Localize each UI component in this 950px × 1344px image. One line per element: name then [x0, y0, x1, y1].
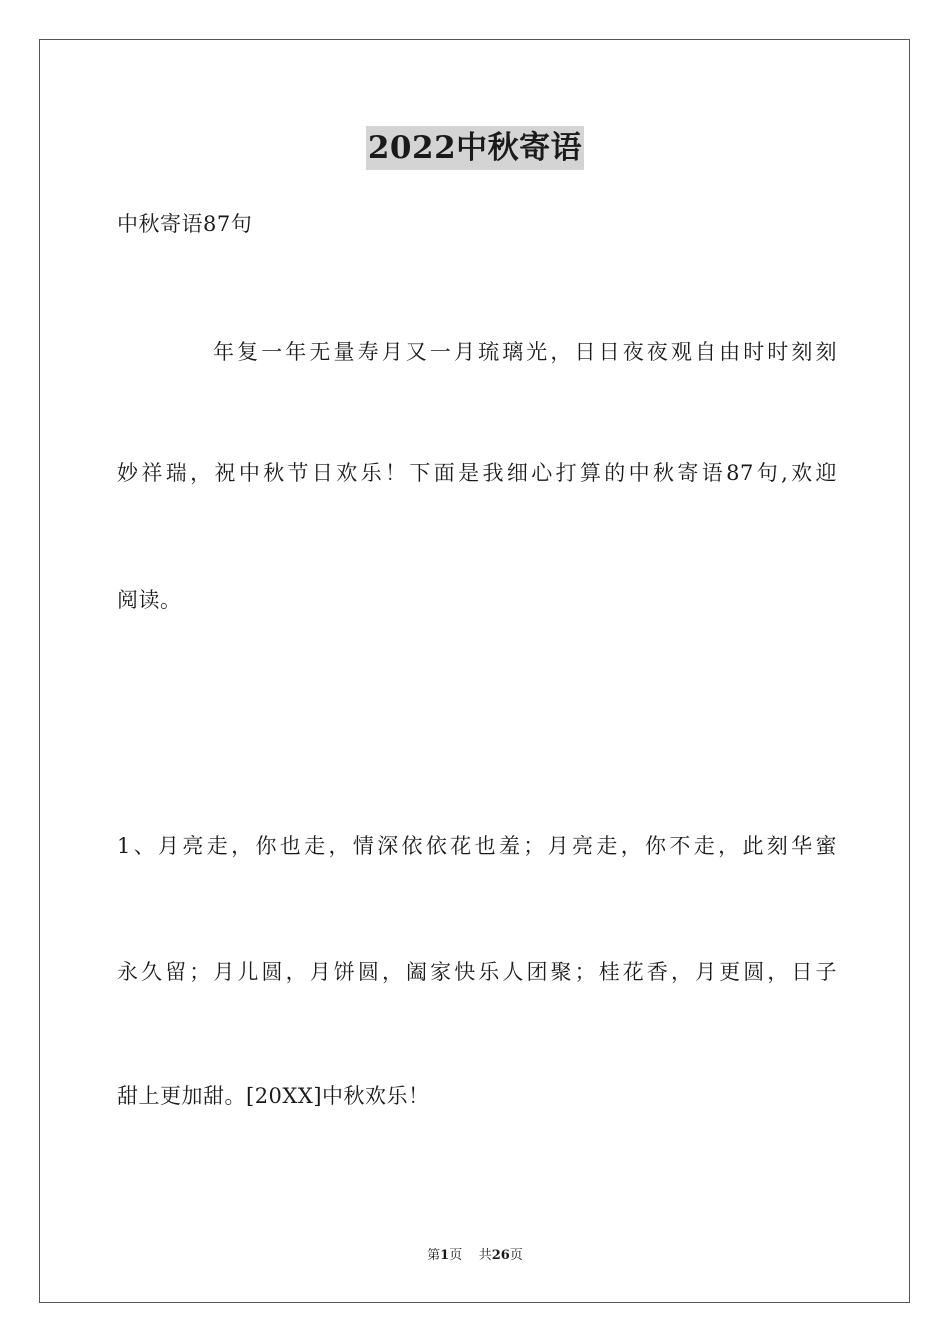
item-1-line-3: 甜上更加甜。[20XX]中秋欢乐！	[117, 1084, 430, 1108]
item-1-line-1: 1、月亮走，你也走，情深依依花也羞；月亮走，你不走，此刻华蜜	[117, 834, 837, 858]
total-label-suffix: 页	[509, 1248, 523, 1263]
intro-line-3: 阅读。	[117, 588, 182, 612]
page-number: 1	[440, 1248, 450, 1263]
page-footer	[0, 1247, 950, 1265]
page-label-suffix: 页	[449, 1248, 463, 1263]
item-1-line-2: 永久留；月儿圆，月饼圆，阖家快乐人团聚；桂花香，月更圆，日子	[117, 960, 837, 984]
title-container	[0, 126, 950, 170]
document-title: 2022中秋寄语	[366, 126, 584, 170]
total-label-prefix: 共	[478, 1248, 492, 1263]
document-subtitle: 中秋寄语87句	[117, 212, 253, 236]
intro-line-1: 年复一年无量寿月又一月琉璃光，日日夜夜观自由时时刻刻	[213, 340, 837, 364]
page-label-prefix: 第	[427, 1248, 441, 1263]
intro-line-2: 妙祥瑞，祝中秋节日欢乐！下面是我细心打算的中秋寄语87句,欢迎	[117, 461, 837, 485]
total-pages: 26	[491, 1248, 510, 1263]
